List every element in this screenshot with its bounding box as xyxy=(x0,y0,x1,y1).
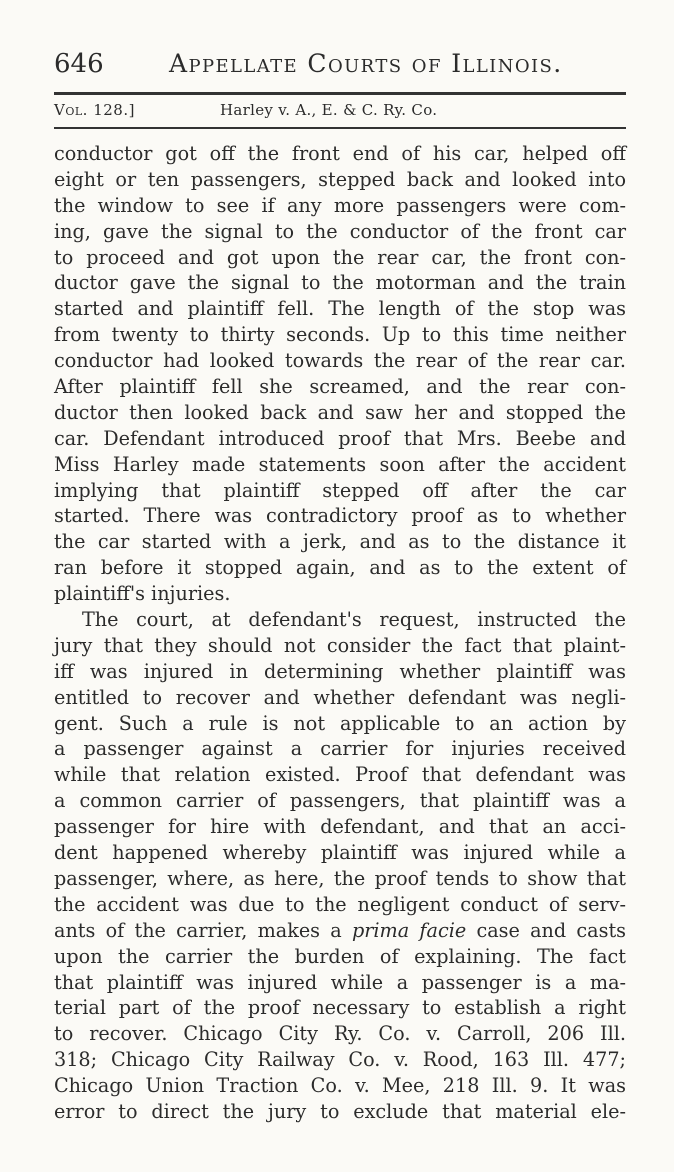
subheader-rule xyxy=(54,127,626,129)
case-title: Harley v. A., E. & C. Ry. Co. xyxy=(220,101,438,119)
page-header xyxy=(54,49,626,89)
page-number: 646 xyxy=(54,49,104,79)
body-text xyxy=(54,141,626,1125)
text-line: Miss Harley made statements soon after the accident xyxy=(54,452,626,476)
running-title: Appellate Courts of Illinois. xyxy=(169,49,563,78)
text-line: conductor had looked towards the rear of the rear car. xyxy=(54,349,626,373)
text-line: entitled to recover and whether defendant was negli- xyxy=(54,685,626,709)
text-line: jury that they should not consider the fact that plaint- xyxy=(54,633,626,657)
text-line: eight or ten passengers, stepped back and looked into xyxy=(54,167,626,191)
text-segment: ants of the carrier, makes a xyxy=(54,918,342,942)
paragraph-start-line: The court, at defendant's request, instructed the xyxy=(82,608,626,632)
text-line: ing, gave the signal to the conductor of the front car xyxy=(54,219,626,243)
text-line: a passenger against a carrier for injuries received xyxy=(54,737,626,761)
text-line: passenger for hire with defendant, and that an acci- xyxy=(54,815,626,839)
text-line: a common carrier of passengers, that plaintiff was a xyxy=(54,789,626,813)
text-line: upon the carrier the burden of explaining. The fact xyxy=(54,944,626,968)
text-segment: case and casts xyxy=(476,918,627,942)
text-line-with-italic xyxy=(54,918,626,944)
text-line: from twenty to thirty seconds. Up to this time neither xyxy=(54,323,626,347)
text-line: dent happened whereby plaintiff was injured while a xyxy=(54,841,626,865)
text-line: ductor gave the signal to the motorman and the train xyxy=(54,271,626,295)
text-line: ran before it stopped again, and as to the extent of xyxy=(54,556,626,580)
text-line: the window to see if any more passengers were com- xyxy=(54,193,626,217)
text-line: started. There was contradictory proof as to whether xyxy=(54,504,626,528)
text-line: passenger, where, as here, the proof tends to show that xyxy=(54,866,626,890)
text-line: started and plaintiff fell. The length of the stop was xyxy=(54,297,626,321)
text-line: ductor then looked back and saw her and stopped the xyxy=(54,400,626,424)
text-line: implying that plaintiff stepped off after the car xyxy=(54,478,626,502)
text-line: Chicago Union Traction Co. v. Mee, 218 Ill. 9. It was xyxy=(54,1074,626,1098)
volume-label: Vol. 128.] xyxy=(54,101,135,119)
text-line: gent. Such a rule is not applicable to an action by xyxy=(54,711,626,735)
text-line: car. Defendant introduced proof that Mrs. Beebe and xyxy=(54,426,626,450)
text-line: error to direct the jury to exclude that material ele- xyxy=(54,1099,626,1123)
header-rule xyxy=(54,92,626,95)
text-line: plaintiff's injuries. xyxy=(54,582,231,606)
text-line: to recover. Chicago City Ry. Co. v. Carroll, 206 Ill. xyxy=(54,1022,626,1046)
case-header xyxy=(54,101,626,123)
text-line: the accident was due to the negligent conduct of serv- xyxy=(54,892,626,916)
text-line: the car started with a jerk, and as to the distance it xyxy=(54,530,626,554)
text-line: conductor got off the front end of his car, helped off xyxy=(54,142,626,165)
text-line: terial part of the proof necessary to establish a right xyxy=(54,996,626,1020)
text-line: to proceed and got upon the rear car, the front con- xyxy=(54,245,626,269)
text-line: 318; Chicago City Railway Co. v. Rood, 163 Ill. 477; xyxy=(54,1048,626,1072)
text-line: that plaintiff was injured while a passenger is a ma- xyxy=(54,970,626,994)
text-line: while that relation existed. Proof that defendant was xyxy=(54,763,626,787)
text-line: iff was injured in determining whether plaintiff was xyxy=(54,659,626,683)
italic-phrase: prima facie xyxy=(351,918,467,942)
text-line: After plaintiff fell she screamed, and the rear con- xyxy=(54,375,626,399)
